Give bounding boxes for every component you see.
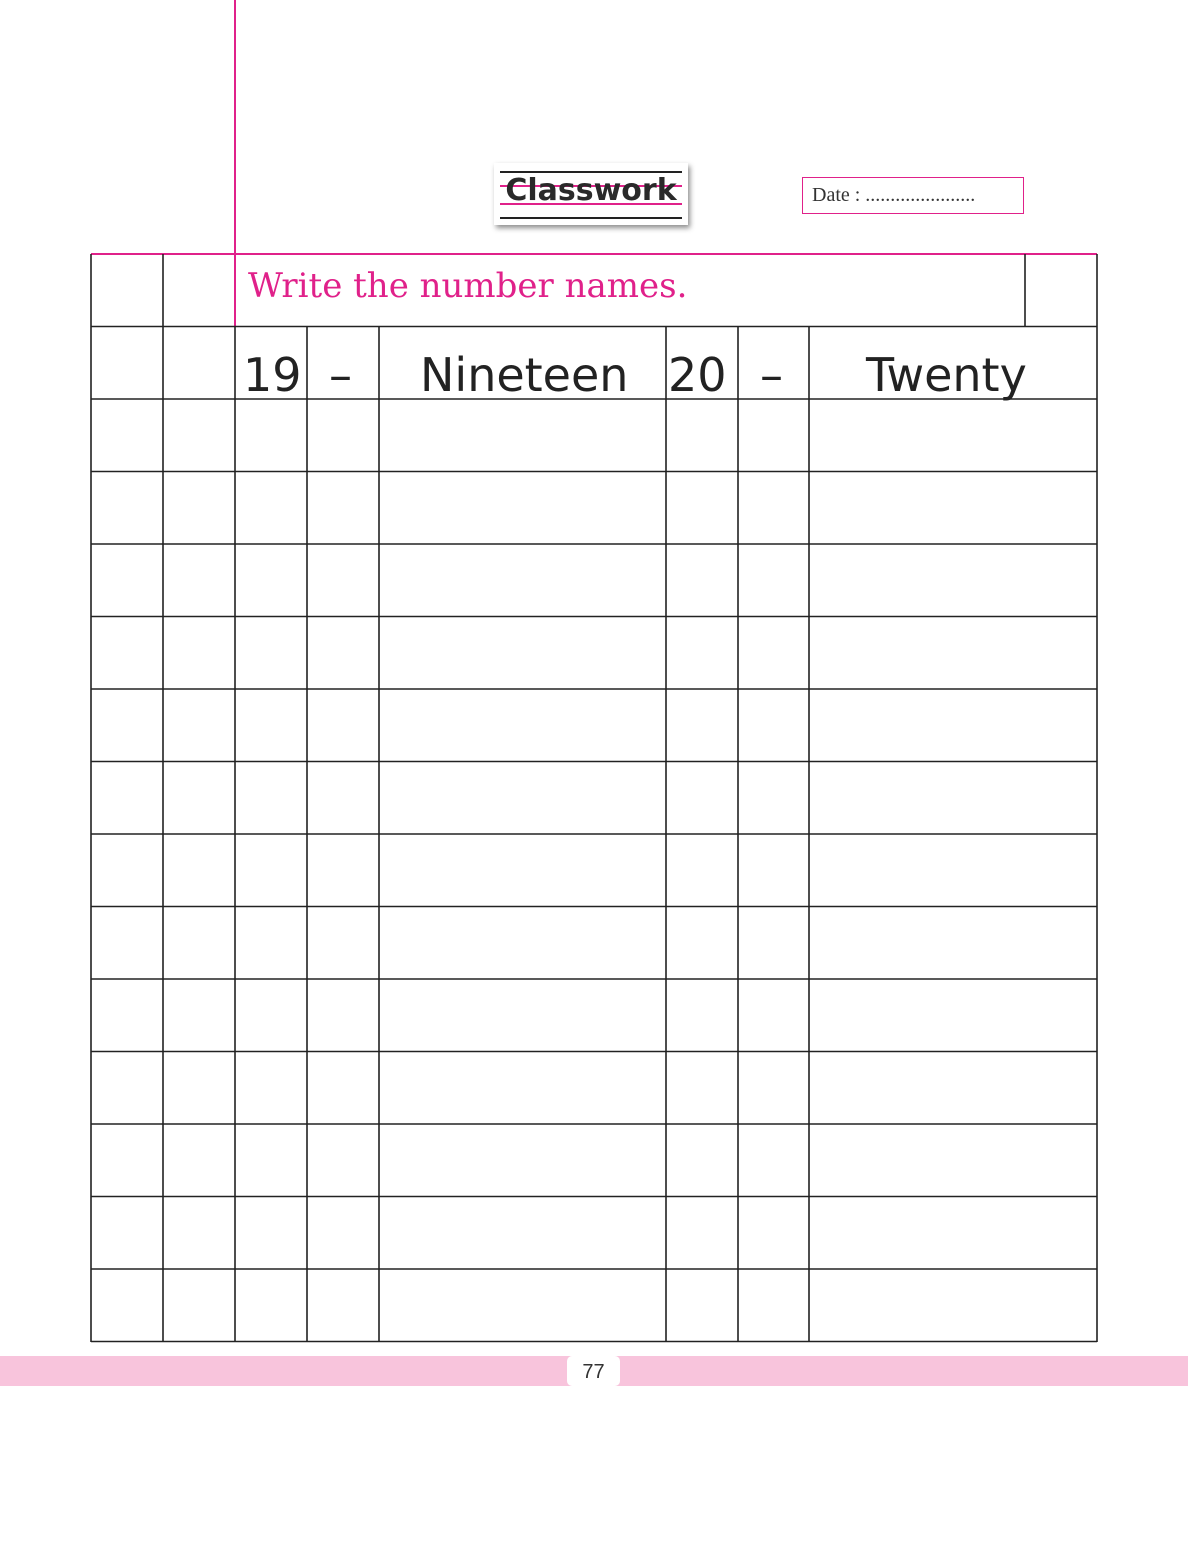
example-dash-2: – (760, 348, 783, 402)
example-name-nineteen: Nineteen (420, 348, 629, 402)
example-number-20: 20 (668, 348, 727, 402)
example-dash-1: – (329, 348, 352, 402)
classwork-label: Classwork (505, 173, 677, 208)
instruction-text: Write the number names. (248, 266, 688, 306)
example-number-19: 19 (243, 348, 302, 402)
example-name-twenty: Twenty (866, 348, 1027, 402)
page-number: 77 (567, 1356, 620, 1386)
date-field[interactable]: Date : ...................... (802, 177, 1024, 214)
